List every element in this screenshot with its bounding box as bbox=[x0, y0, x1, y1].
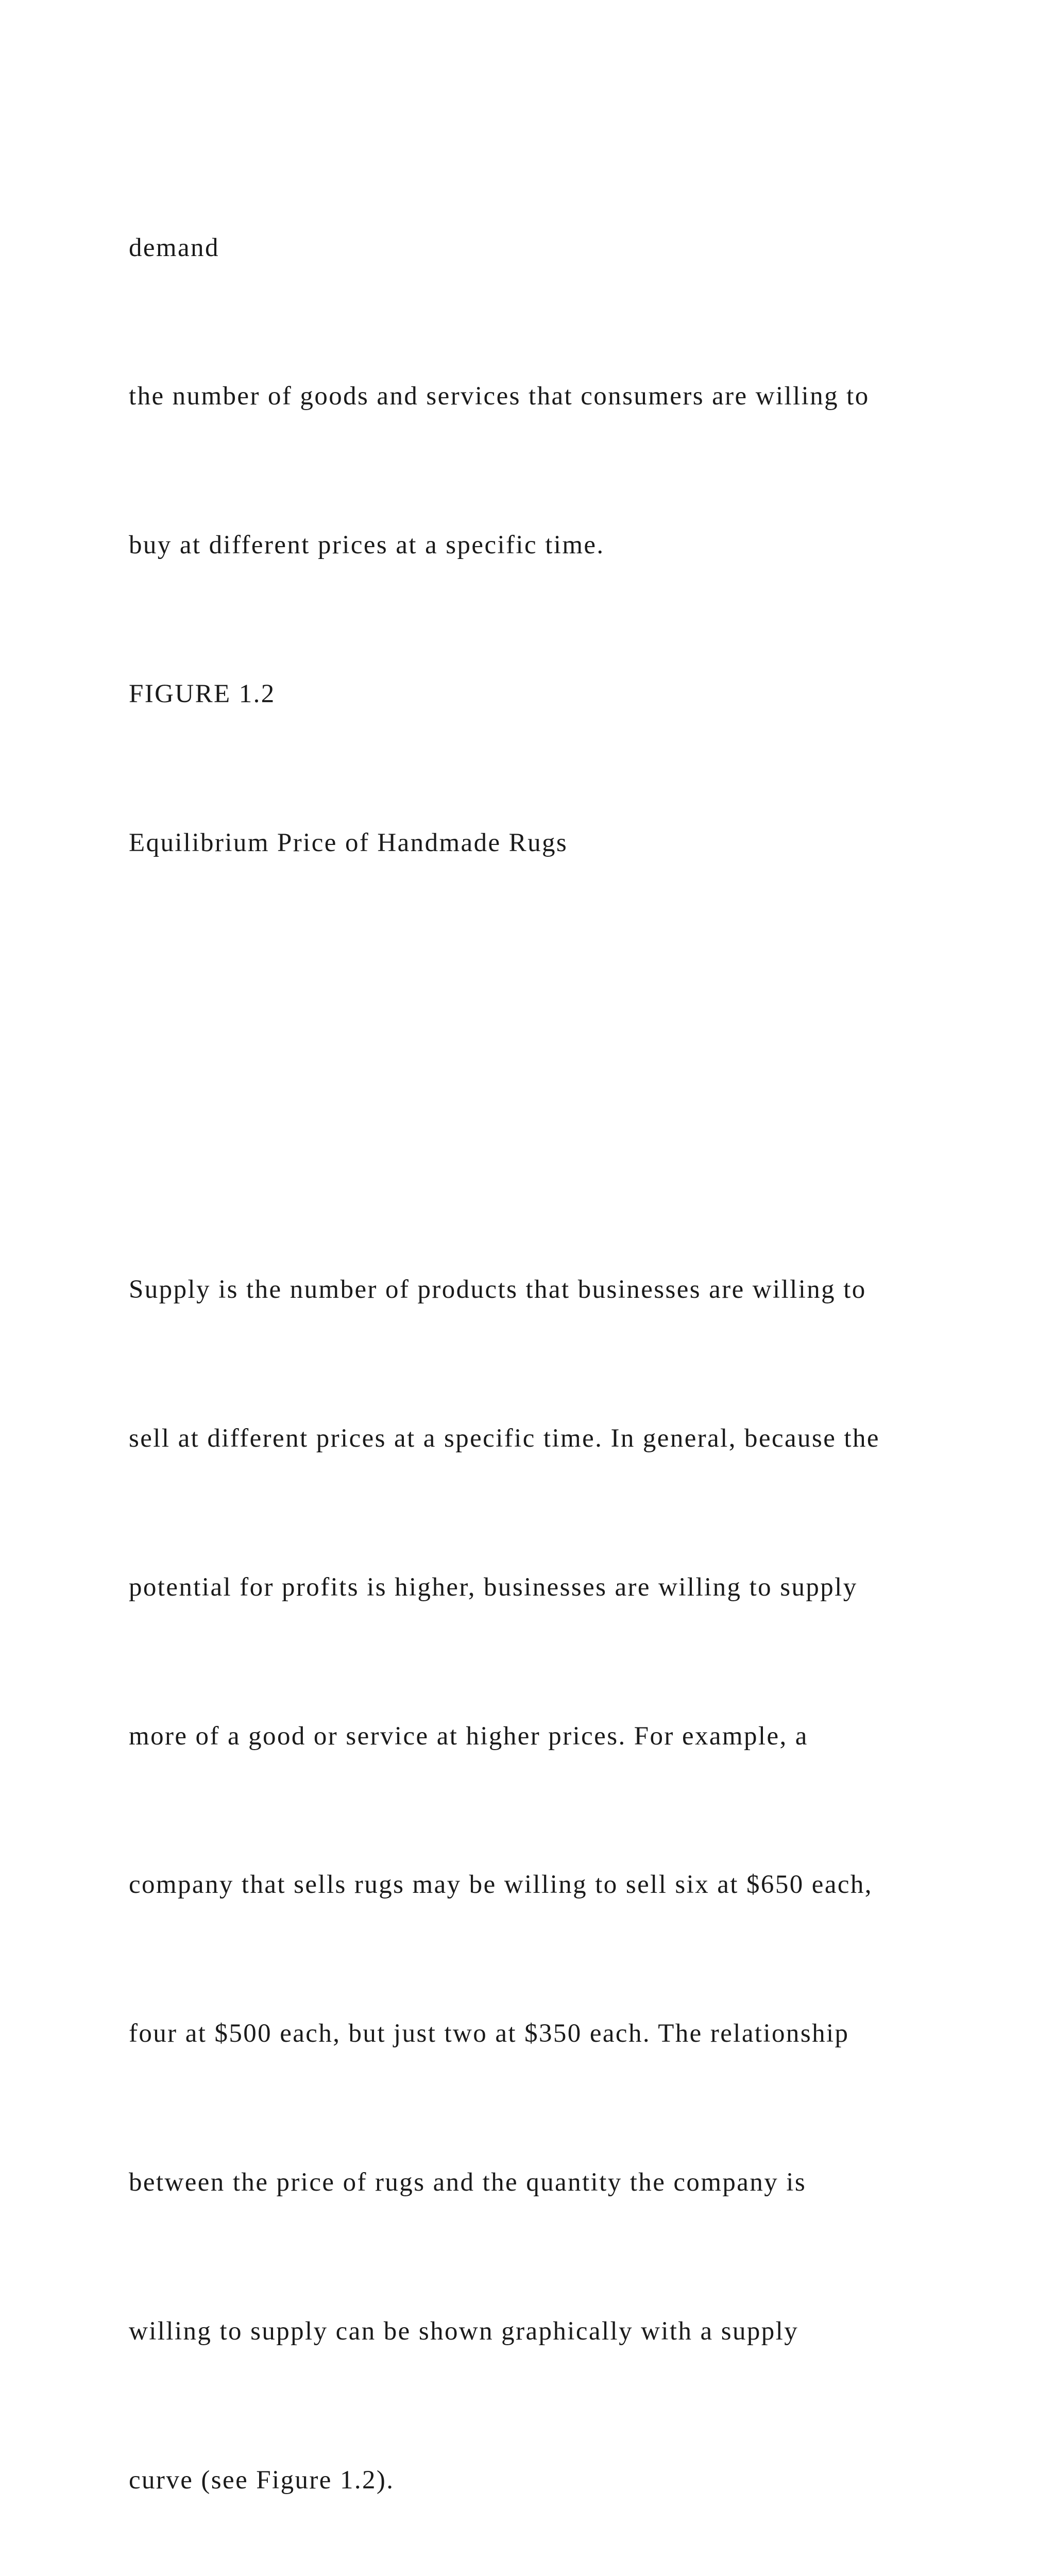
paragraph-line: sell at different prices at a specific time. In general, because the bbox=[129, 1423, 880, 1453]
definition-demand-line-1: the number of goods and services that consumers are willing to bbox=[129, 382, 870, 411]
body-text bbox=[129, 124, 974, 2576]
paragraph-line: company that sells rugs may be willing to sell six at $650 each, bbox=[129, 1870, 873, 1900]
paragraph-line: more of a good or service at higher prices. For example, a bbox=[129, 1721, 808, 1751]
paragraph-line: potential for profits is higher, businesses are willing to supply bbox=[129, 1572, 858, 1602]
blank-line bbox=[129, 1116, 974, 1165]
paragraph-line: Supply is the number of products that businesses are willing to bbox=[129, 1275, 866, 1304]
paragraph-line: four at $500 each, but just two at $350 each. The relationship bbox=[129, 2019, 849, 2048]
term-demand: demand bbox=[129, 233, 219, 262]
paragraph-line: willing to supply can be shown graphically with a supply bbox=[129, 2317, 799, 2346]
blank-line bbox=[129, 967, 974, 1016]
paragraph-line: curve (see Figure 1.2). bbox=[129, 2465, 395, 2495]
paragraph-line: between the price of rugs and the quantity the company is bbox=[129, 2168, 807, 2197]
figure-label: FIGURE 1.2 bbox=[129, 680, 276, 709]
definition-demand-line-2: buy at different prices at a specific time. bbox=[129, 531, 605, 560]
figure-caption: Equilibrium Price of Handmade Rugs bbox=[129, 828, 568, 858]
